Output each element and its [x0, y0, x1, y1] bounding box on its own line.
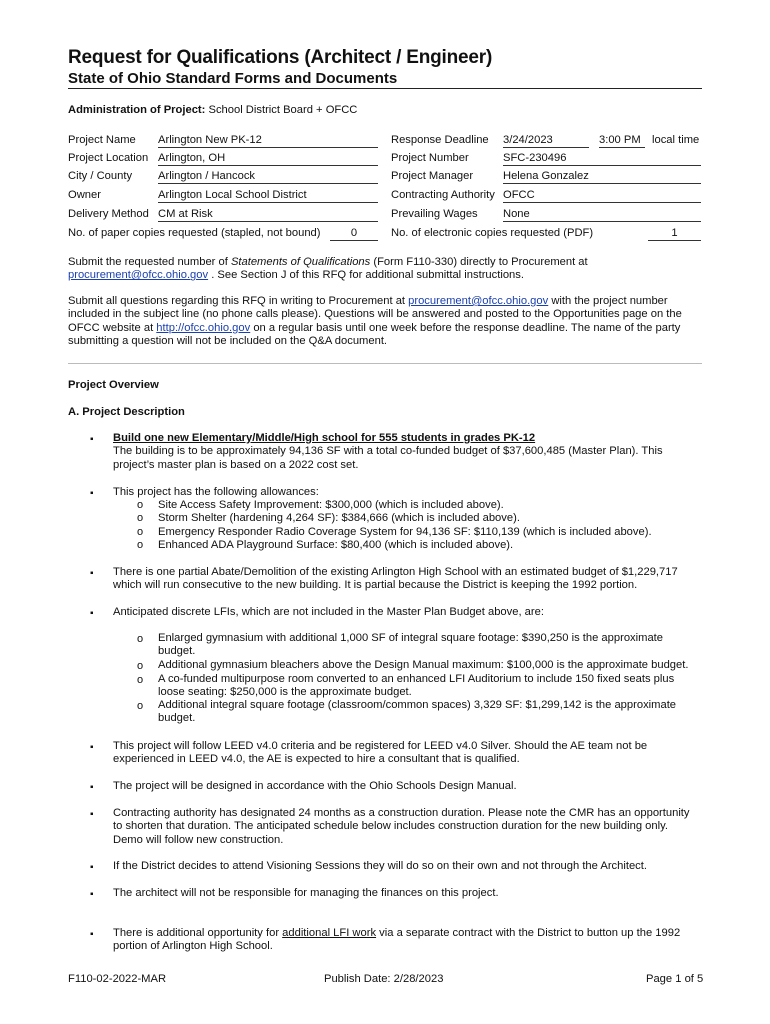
list-item: [113, 807, 703, 847]
list-item: [113, 432, 703, 472]
list-item: The architect will not be responsible for managing the finances on this project.: [113, 887, 499, 899]
bullet-icon: ▪: [90, 782, 94, 793]
list-item-text: The building is to be approximately 94,136 SF with a total co-funded budget of $37,600,485 (Master Plan). This: [113, 445, 663, 458]
local-time-label: local time: [652, 134, 700, 146]
project-name-label: Project Name: [68, 134, 136, 146]
contracting-authority-value: OFCC: [503, 189, 701, 203]
list-item: [113, 566, 703, 593]
project-location-value: Arlington, OH: [158, 152, 378, 166]
allowance-item: Storm Shelter (hardening 4,264 SF): $384,666 (which is included above).: [158, 512, 520, 524]
project-manager-label: Project Manager: [391, 170, 474, 182]
questions-text-c: OFCC website at: [68, 321, 157, 334]
document-title: Request for Qualifications (Architect / Engineer): [68, 47, 493, 68]
lfi-item: [158, 673, 698, 700]
electronic-copies-label: No. of electronic copies requested (PDF): [391, 227, 594, 239]
list-item-text: project’s master plan is based on a 2022 cost set.: [113, 458, 359, 471]
list-item: Anticipated discrete LFIs, which are not included in the Master Plan Budget above, are:: [113, 606, 544, 618]
list-item: The project will be designed in accordance with the Ohio Schools Design Manual.: [113, 780, 517, 792]
project-number-label: Project Number: [391, 152, 469, 164]
list-item-text: to shorten that duration. The anticipated schedule below includes construction duration for the new building only.: [113, 820, 668, 833]
project-manager-value: Helena Gonzalez: [503, 170, 701, 184]
sub-bullet-icon: o: [137, 499, 144, 511]
bullet-icon: ▪: [90, 929, 94, 940]
list-item-text: A co-funded multipurpose room converted to an enhanced LFI Auditorium to include 150 fixed seats plus: [158, 673, 675, 685]
administration-value: School District Board + OFCC: [208, 104, 358, 116]
sub-bullet-icon: o: [137, 526, 144, 538]
list-item-text: via a separate contract with the District to button up the 1992: [376, 927, 681, 939]
questions-text-d: on a regular basis until one week before the response deadline. The name of the party: [250, 321, 681, 334]
project-number-value: SFC-230496: [503, 152, 701, 166]
list-item-text: Additional integral square footage (classroom/common spaces) 3,329 SF: $1,299,142 is the approximate: [158, 699, 677, 711]
paper-copies-value: 0: [330, 227, 378, 241]
footer-publish-date: Publish Date: 2/28/2023: [324, 973, 444, 985]
list-item-text: There is additional opportunity for: [113, 927, 283, 939]
city-county-label: City / County: [68, 170, 133, 182]
additional-lfi-work-text: additional LFI work: [282, 927, 377, 939]
administration-label: Administration of Project:: [68, 104, 206, 116]
project-location-label: Project Location: [68, 152, 149, 164]
list-item-text: Enlarged gymnasium with additional 1,000 SF of integral square footage: $390,250 is the approximate: [158, 632, 663, 644]
bullet-icon: ▪: [90, 742, 94, 753]
sub-bullet-icon: o: [137, 660, 144, 672]
list-item-text: budget.: [158, 645, 196, 658]
bullet-icon: ▪: [90, 568, 94, 579]
allowance-item: Enhanced ADA Playground Surface: $80,400 (which is included above).: [158, 539, 514, 551]
footer-page-number: Page 1 of 5: [646, 973, 704, 985]
prevailing-wages-label: Prevailing Wages: [391, 208, 478, 220]
list-item: [113, 927, 703, 954]
lfi-item: [158, 632, 698, 659]
footer-form-id: F110-02-2022-MAR: [68, 973, 167, 985]
list-item-text: portion of Arlington High School.: [113, 940, 273, 953]
bullet-icon: ▪: [90, 809, 94, 820]
questions-text-line4: submitting a question will not be included on the Q&A document.: [68, 335, 388, 348]
title-divider: [68, 88, 702, 89]
bullet-icon: ▪: [90, 608, 94, 619]
administration-line: [68, 104, 357, 116]
city-county-value: Arlington / Hancock: [158, 170, 378, 184]
sub-bullet-icon: o: [137, 700, 144, 712]
list-item: [113, 740, 703, 767]
build-school-heading: Build one new Elementary/Middle/High school for 555 students in grades PK-12: [113, 432, 536, 444]
questions-text-line2: included in the subject line (no phone calls please). Questions will be answered and posted to the Opportunities page on the: [68, 308, 682, 321]
procurement-email-link[interactable]: procurement@ofcc.ohio.gov: [68, 269, 209, 282]
list-item: If the District decides to attend Visioning Sessions they will do so on their own and not through the Architect.: [113, 860, 647, 872]
lfi-item: Additional gymnasium bleachers above the Design Manual maximum: $100,000 is the approximate budget.: [158, 659, 689, 671]
sub-bullet-icon: o: [137, 674, 144, 686]
submit-text-emphasis: Statements of Qualifications: [230, 256, 371, 268]
list-item-text: loose seating: $250,000 is the approximate budget.: [158, 686, 412, 699]
project-name-value: Arlington New PK-12: [158, 134, 378, 148]
bullet-icon: ▪: [90, 488, 94, 499]
list-item-text: There is one partial Abate/Demolition of the existing Arlington High School with an estimated budget of $1,229,717: [113, 566, 678, 578]
paper-copies-label: No. of paper copies requested (stapled, not bound): [68, 227, 321, 239]
electronic-copies-value: 1: [648, 227, 701, 241]
owner-value: Arlington Local School District: [158, 189, 378, 203]
lfi-item: [158, 699, 698, 726]
owner-label: Owner: [68, 189, 101, 201]
document-subtitle: State of Ohio Standard Forms and Documents: [68, 70, 398, 87]
list-item: This project has the following allowances:: [113, 486, 319, 498]
list-item-text: Contracting authority has designated 24 months as a construction duration. Please note the CMR has an opportunity: [113, 807, 690, 819]
section-divider: [68, 363, 702, 364]
list-item-text: which will run consecutive to the new building. It is partial because the District is keeping the 1992 portion.: [113, 579, 638, 592]
submission-instructions: [68, 256, 708, 283]
list-item-text: experienced in LEED v4.0, the AE is expected to hire a consultant that is qualified.: [113, 753, 520, 766]
procurement-email-link-2[interactable]: procurement@ofcc.ohio.gov: [408, 295, 549, 307]
submit-text-1b: (Form F110-330) directly to Procurement at: [370, 256, 588, 268]
questions-text-b: with the project number: [548, 295, 668, 307]
response-deadline-time: 3:00 PM: [599, 134, 645, 148]
bullet-icon: ▪: [90, 889, 94, 900]
questions-instructions: [68, 295, 708, 349]
response-deadline-label: Response Deadline: [391, 134, 489, 146]
contracting-authority-label: Contracting Authority: [391, 189, 495, 201]
list-item-text: This project will follow LEED v4.0 criteria and be registered for LEED v4.0 Silver. Should the AE team not be: [113, 740, 648, 752]
bullet-icon: ▪: [90, 862, 94, 873]
sub-bullet-icon: o: [137, 539, 144, 551]
prevailing-wages-value: None: [503, 208, 701, 222]
allowance-item: Site Access Safety Improvement: $300,000 (which is included above).: [158, 499, 504, 511]
allowance-item: Emergency Responder Radio Coverage System for 94,136 SF: $110,139 (which is included above).: [158, 526, 652, 538]
project-description-heading: A. Project Description: [68, 406, 185, 418]
response-deadline-date: 3/24/2023: [503, 134, 589, 148]
delivery-method-value: CM at Risk: [158, 208, 378, 222]
list-item-text: Demo will follow new construction.: [113, 833, 284, 846]
sub-bullet-icon: o: [137, 512, 144, 524]
sub-bullet-icon: o: [137, 633, 144, 645]
submit-text-1c: . See Section J of this RFQ for additional submittal instructions.: [208, 269, 524, 282]
bullet-icon: ▪: [90, 434, 94, 445]
list-item-text: budget.: [158, 712, 196, 725]
project-overview-heading: Project Overview: [68, 379, 159, 391]
questions-text-a: Submit all questions regarding this RFQ in writing to Procurement at: [68, 295, 409, 307]
delivery-method-label: Delivery Method: [68, 208, 149, 220]
ofcc-website-link[interactable]: http://ofcc.ohio.gov: [156, 321, 251, 334]
submit-text-1a: Submit the requested number of: [68, 256, 231, 268]
